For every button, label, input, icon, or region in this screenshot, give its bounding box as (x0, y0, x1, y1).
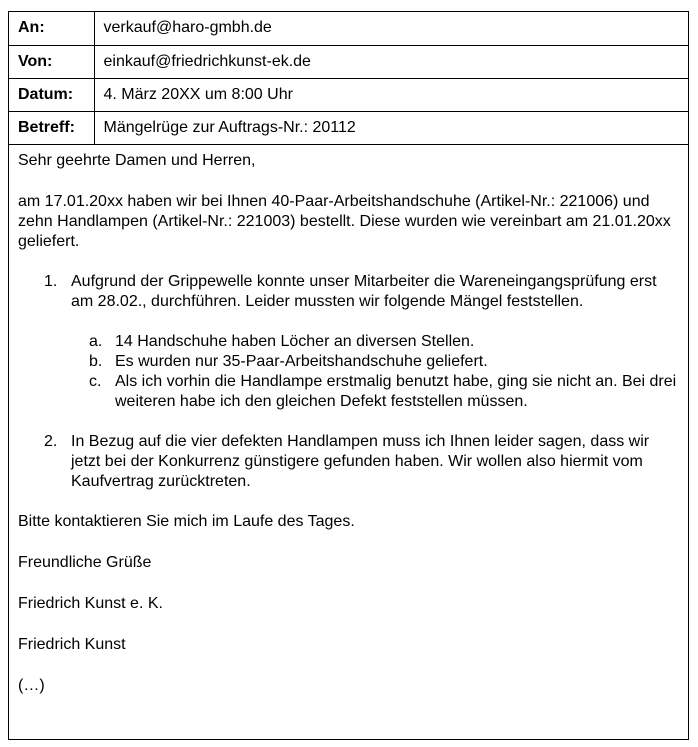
sublist-item-text: 14 Handschuhe haben Löcher an diversen Stellen. (115, 332, 475, 350)
sublist-item (71, 352, 680, 372)
greeting: Sehr geehrte Damen und Herren, (18, 151, 256, 169)
complaint-list (18, 272, 680, 492)
sublist-item-text: Es wurden nur 35-Paar-Arbeitshandschuhe geliefert. (115, 352, 488, 370)
closing-line: Freundliche Grüße (18, 553, 152, 571)
defect-sublist (71, 332, 680, 412)
list-item-text: In Bezug auf die vier defekten Handlampen muss ich Ihnen leider sagen, dass wir jetzt bei der Konkurrenz günstigere gefunden haben. Wir wollen also hiermit vom Kaufvertrag zurücktreten. (71, 432, 650, 490)
email-document (8, 11, 689, 740)
subject-value: Mängelrüge zur Auftrags-Nr.: 20112 (94, 111, 688, 144)
sublist-item (71, 332, 680, 352)
list-number: 2. (44, 432, 58, 450)
sublist-item (71, 372, 680, 412)
sublist-letter: c. (89, 372, 102, 390)
sublist-letter: b. (89, 352, 103, 370)
header-row-from (9, 45, 688, 78)
list-number: 1. (44, 272, 58, 290)
from-label: Von: (9, 45, 94, 78)
sublist-item-text: Als ich vorhin die Handlampe erstmalig benutzt habe, ging sie nicht an. Bei drei weiteren habe ich den gleichen Defekt feststellen müssen. (115, 372, 677, 410)
date-value: 4. März 20XX um 8:00 Uhr (94, 78, 688, 111)
sublist-letter: a. (89, 332, 103, 350)
company-name: Friedrich Kunst e. K. (18, 594, 163, 612)
email-body (9, 145, 688, 696)
signature-name: Friedrich Kunst (18, 635, 126, 653)
ellipsis: (…) (18, 676, 45, 694)
list-item (18, 272, 680, 412)
header-row-subject (9, 111, 688, 144)
from-value: einkauf@friedrichkunst-ek.de (94, 45, 688, 78)
date-label: Datum: (9, 78, 94, 111)
list-item-text: Aufgrund der Grippewelle konnte unser Mitarbeiter die Wareneingangsprüfung erst am 28.02., durchführen. Leider mussten wir folgende Mängel feststellen. (71, 272, 657, 310)
request-line: Bitte kontaktieren Sie mich im Laufe des Tages. (18, 512, 355, 530)
list-item (18, 432, 680, 492)
intro-paragraph: am 17.01.20xx haben wir bei Ihnen 40-Paar-Arbeitshandschuhe (Artikel-Nr.: 221006) und zehn Handlampen (Artikel-Nr.: 221003) bestellt. Diese wurden wie vereinbart am 21.01.20xx geliefert. (18, 192, 671, 250)
to-value: verkauf@haro-gmbh.de (94, 12, 688, 45)
to-label: An: (9, 12, 94, 45)
email-header-table (9, 12, 688, 145)
header-row-to (9, 12, 688, 45)
subject-label: Betreff: (9, 111, 94, 144)
header-row-date (9, 78, 688, 111)
closing-block (18, 512, 680, 696)
